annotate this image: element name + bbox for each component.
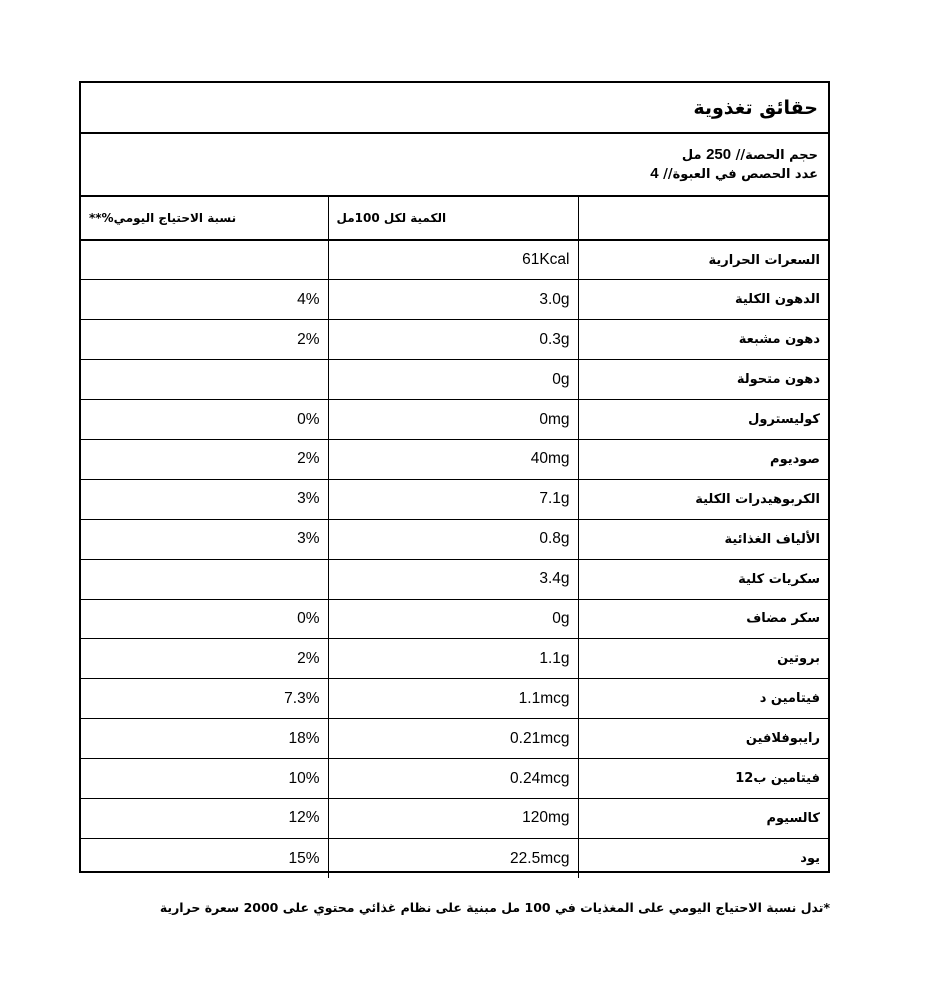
- nutrient-name: فيتامين ب12: [578, 759, 828, 799]
- nutrient-amount: 40mg: [328, 439, 578, 479]
- table-row: [81, 559, 828, 599]
- nutrient-daily-value: 2%: [81, 320, 328, 360]
- nutrient-amount: 0g: [328, 360, 578, 400]
- serving-size-value: 250: [706, 146, 732, 163]
- nutrient-amount: 7.1g: [328, 479, 578, 519]
- nutrient-amount: 0.21mcg: [328, 719, 578, 759]
- table-row: [81, 679, 828, 719]
- nutrient-name: سكر مضاف: [578, 599, 828, 639]
- nutrient-daily-value: 0%: [81, 599, 328, 639]
- nutrient-daily-value: 2%: [81, 639, 328, 679]
- nutrient-daily-value: 2%: [81, 439, 328, 479]
- nutrient-amount: 0.3g: [328, 320, 578, 360]
- serving-size-unit: مل: [681, 148, 702, 163]
- nutrient-name: الكربوهيدرات الكلية: [578, 479, 828, 519]
- nutrient-amount: 22.5mcg: [328, 838, 578, 878]
- nutrient-amount: 0.8g: [328, 519, 578, 559]
- nutrient-amount: 0mg: [328, 400, 578, 440]
- nutrient-amount: 61Kcal: [328, 240, 578, 280]
- nutrient-amount: 3.0g: [328, 280, 578, 320]
- table-row: [81, 479, 828, 519]
- nutrient-daily-value: 12%: [81, 798, 328, 838]
- nutrient-daily-value: [81, 360, 328, 400]
- table-row: [81, 240, 828, 280]
- servings-count-value: 4: [650, 165, 659, 182]
- table-row: [81, 519, 828, 559]
- daily-value-column-header: نسبة الاحتياج اليومي%**: [81, 197, 328, 240]
- nutrient-name: السعرات الحرارية: [578, 240, 828, 280]
- per-100ml-column-header: الكمية لكل 100مل: [328, 197, 578, 240]
- nutrient-name: الألياف الغذائية: [578, 519, 828, 559]
- label-title: حقائق تغذوية: [81, 83, 828, 134]
- nutrient-daily-value: [81, 559, 328, 599]
- nutrient-amount: 1.1mcg: [328, 679, 578, 719]
- nutrient-daily-value: 0%: [81, 400, 328, 440]
- serving-info: [81, 134, 828, 197]
- nutrient-name: دهون متحولة: [578, 360, 828, 400]
- nutrient-amount: 120mg: [328, 798, 578, 838]
- nutrient-daily-value: 3%: [81, 479, 328, 519]
- table-row: [81, 280, 828, 320]
- nutrients-table: [81, 197, 828, 878]
- nutrient-daily-value: [81, 240, 328, 280]
- table-row: [81, 838, 828, 878]
- nutrition-facts-label: [79, 81, 830, 873]
- nutrient-daily-value: 4%: [81, 280, 328, 320]
- nutrient-daily-value: 15%: [288, 849, 320, 867]
- nutrient-amount: 0g: [328, 599, 578, 639]
- servings-per-container: [91, 165, 818, 184]
- table-row: [81, 320, 828, 360]
- nutrient-name: دهون مشبعة: [578, 320, 828, 360]
- table-row: [81, 599, 828, 639]
- nutrient-amount: 0.24mcg: [328, 759, 578, 799]
- table-row: [81, 439, 828, 479]
- footnote: *تدل نسبة الاحتياج اليومي على المغذيات في 100 مل مبنية على نظام غذائي محتوي على 2000 سعرة حرارية: [159, 900, 830, 915]
- nutrient-name: الدهون الكلية: [578, 280, 828, 320]
- servings-count-label: عدد الحصص في العبوة//: [663, 167, 818, 182]
- nutrient-name: صوديوم: [578, 439, 828, 479]
- nutrient-name: يود: [578, 838, 828, 878]
- nutrient-name: كوليسترول: [578, 400, 828, 440]
- nutrient-name: فيتامين د: [578, 679, 828, 719]
- table-header-row: [81, 197, 828, 240]
- nutrient-name: كالسيوم: [578, 798, 828, 838]
- nutrient-daily-value: 10%: [81, 759, 328, 799]
- nutrient-daily-value: 3%: [81, 519, 328, 559]
- nutrient-amount: 1.1g: [328, 639, 578, 679]
- table-row: [81, 759, 828, 799]
- nutrient-column-header: [578, 197, 828, 240]
- serving-size: [91, 146, 818, 165]
- table-row: [81, 798, 828, 838]
- table-row: [81, 719, 828, 759]
- nutrient-daily-value: 7.3%: [81, 679, 328, 719]
- table-row: [81, 400, 828, 440]
- table-row: [81, 360, 828, 400]
- nutrient-amount: 3.4g: [328, 559, 578, 599]
- table-row: [81, 639, 828, 679]
- nutrient-daily-value: 18%: [81, 719, 328, 759]
- nutrient-name: رايبوفلافين: [578, 719, 828, 759]
- nutrient-name: بروتين: [578, 639, 828, 679]
- nutrient-name: سكريات كلية: [578, 559, 828, 599]
- serving-size-label: حجم الحصة//: [735, 148, 818, 163]
